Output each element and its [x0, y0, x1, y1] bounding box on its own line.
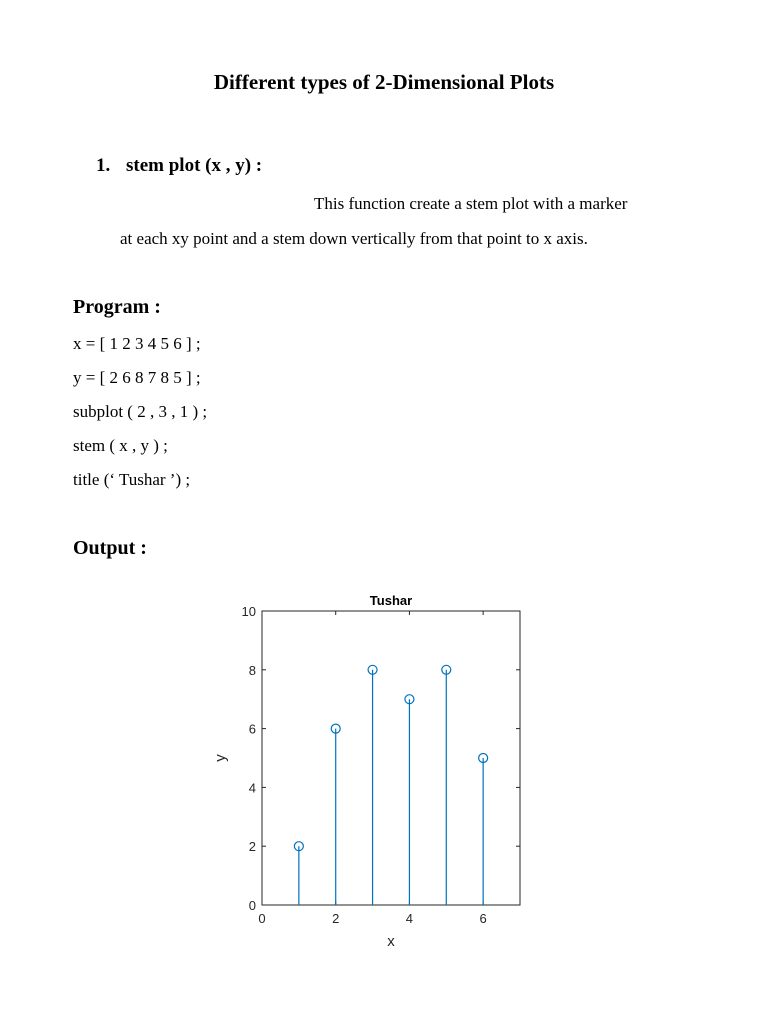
y-tick-label: 8: [248, 662, 256, 678]
y-tick-label: 0: [248, 898, 256, 913]
section-number: 1.: [96, 155, 111, 176]
page-title: Different types of 2-Dimensional Plots: [213, 70, 555, 94]
stem-plot-chart: [205, 585, 535, 955]
output-heading: Output :: [73, 537, 147, 559]
y-tick-label: 6: [248, 721, 256, 737]
code-line: x = [ 1 2 3 4 5 6 ] ;: [73, 334, 201, 353]
y-axis-label: y: [212, 754, 229, 762]
code-line: subplot ( 2 , 3 , 1 ) ;: [73, 402, 208, 421]
x-tick-label: 0: [258, 911, 266, 926]
code-line: y = [ 2 6 8 7 8 5 ] ;: [73, 368, 201, 387]
code-line: title (‘ Tushar ’) ;: [73, 470, 191, 489]
x-axis-label: x: [387, 933, 395, 950]
plot-axes-box: [262, 611, 520, 905]
y-tick-label: 4: [248, 780, 256, 796]
code-line: stem ( x , y ) ;: [73, 436, 168, 455]
y-tick-label: 10: [241, 604, 256, 619]
y-tick-label: 2: [248, 839, 256, 855]
x-tick-label: 2: [332, 911, 340, 926]
chart-title: Tushar: [369, 593, 413, 608]
section-heading: stem plot (x , y) :: [126, 155, 263, 176]
x-tick-label: 4: [405, 911, 414, 926]
section-description-line2: at each xy point and a stem down vertically from that point to x axis.: [120, 229, 588, 248]
x-tick-label: 6: [479, 911, 487, 926]
section-description-line1: This function create a stem plot with a marker: [314, 194, 628, 213]
program-heading: Program :: [73, 296, 161, 318]
